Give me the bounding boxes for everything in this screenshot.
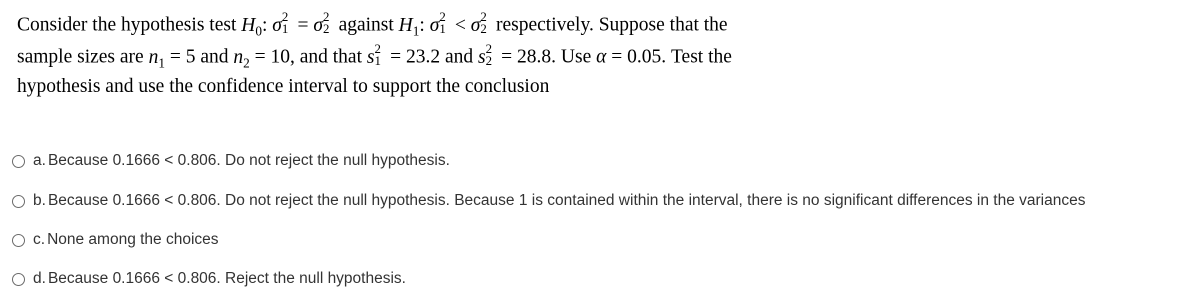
- option-text: Because 0.1666 < 0.806. Do not reject the null hypothesis. Because 1 is contained within the interval, there is no significant differences in the variances: [47, 192, 1086, 209]
- question-text-segment: Consider the hypothesis test: [17, 14, 242, 36]
- option-letter: d.: [33, 270, 46, 287]
- option-text: Because 0.1666 < 0.806. Reject the null hypothesis.: [47, 270, 406, 287]
- radio-button-icon[interactable]: [12, 155, 25, 168]
- question-text-segment: = 0.05. Test the: [606, 46, 732, 68]
- option-c[interactable]: [12, 229, 219, 251]
- option-text: Because 0.1666 < 0.806. Do not reject the null hypothesis.: [47, 152, 450, 169]
- option-letter: c.: [33, 231, 46, 248]
- question-text: [17, 11, 1177, 99]
- question-line-2: [17, 43, 1177, 75]
- question-text-segment: = 10, and that: [249, 46, 367, 68]
- question-text-segment: = 23.2 and: [385, 46, 478, 68]
- option-letter: b.: [33, 192, 46, 209]
- option-d[interactable]: [12, 268, 406, 290]
- math-s1-squared: s 2 1: [366, 42, 381, 68]
- math-alpha: α: [596, 46, 607, 68]
- option-b[interactable]: [12, 190, 1086, 212]
- math-s2-squared: s 2 2: [477, 42, 493, 68]
- option-text: None among the choices: [47, 231, 219, 248]
- radio-button-icon[interactable]: [12, 234, 25, 247]
- math-n1: $n_1$: [148, 46, 165, 71]
- radio-button-icon[interactable]: [12, 273, 25, 286]
- option-a[interactable]: [12, 150, 450, 172]
- question-text-segment: respectively. Suppose that the: [491, 14, 728, 36]
- question-line-1: [17, 11, 1177, 43]
- question-text-segment: against: [333, 14, 399, 36]
- question-text-segment: sample sizes are: [17, 46, 149, 68]
- math-h1: $H_1$: σ 2 1 < σ 2 2: [398, 10, 487, 39]
- math-h0: $H_0$: σ 2 1 = σ 2 2: [241, 10, 330, 39]
- option-letter: a.: [33, 152, 46, 169]
- math-n2: $n_2$: [233, 46, 250, 71]
- radio-button-icon[interactable]: [12, 195, 25, 208]
- question-text-segment: = 28.8. Use: [496, 46, 597, 68]
- question-line-3: hypothesis and use the confidence interval to support the conclusion: [17, 76, 550, 98]
- question-text-segment: = 5 and: [164, 46, 234, 68]
